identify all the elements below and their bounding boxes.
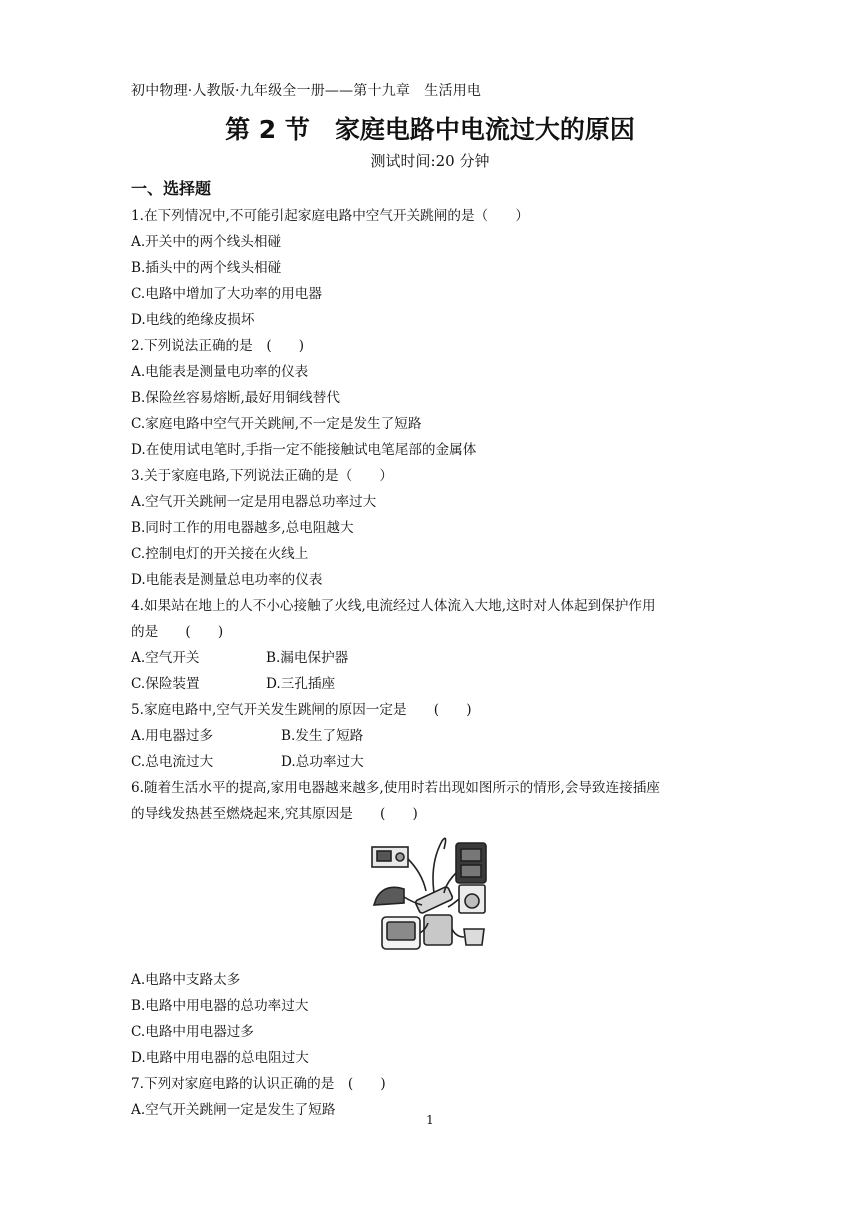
question-5-option-c: C.总电流过大 <box>131 754 214 770</box>
question-6-option-a: A.电路中支路太多 <box>131 972 241 988</box>
question-5-options-row-2 <box>131 749 741 775</box>
question-4-option-a: A.空气开关 <box>131 650 200 666</box>
question-6-stem: 6.随着生活水平的提高,家用电器越来越多,使用时若出现如图所示的情形,会导致连接插座 <box>131 780 660 796</box>
question-3-option-d: D.电能表是测量总电功率的仪表 <box>131 572 323 588</box>
question-5-option-b: B.发生了短路 <box>281 728 364 744</box>
question-2-stem: 2.下列说法正确的是 ( ) <box>131 338 305 354</box>
question-2-option-c: C.家庭电路中空气开关跳闸,不一定是发生了短路 <box>131 416 422 432</box>
question-4-option-d: D.三孔插座 <box>266 676 336 692</box>
question-3-option-c: C.控制电灯的开关接在火线上 <box>131 546 309 562</box>
appliances-figure-icon <box>364 833 504 961</box>
question-5-option-a: A.用电器过多 <box>131 728 214 744</box>
question-5-option-d: D.总功率过大 <box>281 754 364 770</box>
question-2-option-b: B.保险丝容易熔断,最好用铜线替代 <box>131 390 340 406</box>
question-1-stem: 1.在下列情况中,不可能引起家庭电路中空气开关跳闸的是（ ） <box>131 208 529 224</box>
question-2-option-d: D.在使用试电笔时,手指一定不能接触试电笔尾部的金属体 <box>131 442 477 458</box>
question-7-stem: 7.下列对家庭电路的认识正确的是 ( ) <box>131 1076 386 1092</box>
question-4-stem: 4.如果站在地上的人不小心接触了火线,电流经过人体流入大地,这时对人体起到保护作用 <box>131 598 656 614</box>
section-heading: 一、选择题 <box>131 179 212 198</box>
question-list <box>131 203 741 1123</box>
question-3-option-b: B.同时工作的用电器越多,总电阻越大 <box>131 520 354 536</box>
question-5-stem: 5.家庭电路中,空气开关发生跳闸的原因一定是 ( ) <box>131 702 472 718</box>
test-time: 测试时间:20 分钟 <box>370 152 490 170</box>
question-6-option-b: B.电路中用电器的总功率过大 <box>131 998 309 1014</box>
question-6-option-d: D.电路中用电器的总电阻过大 <box>131 1050 309 1066</box>
question-1-option-d: D.电线的绝缘皮损坏 <box>131 312 255 328</box>
question-4-option-b: B.漏电保护器 <box>266 650 349 666</box>
page-title: 第 2 节 家庭电路中电流过大的原因 <box>225 115 635 144</box>
question-5-options-row-1 <box>131 723 741 749</box>
question-7-option-a: A.空气开关跳闸一定是发生了短路 <box>131 1102 336 1118</box>
overloaded-power-strip-illustration <box>364 833 504 961</box>
question-4-options-row-2 <box>131 671 741 697</box>
question-3-option-a: A.空气开关跳闸一定是用电器总功率过大 <box>131 494 377 510</box>
question-6-option-c: C.电路中用电器过多 <box>131 1024 254 1040</box>
question-2-option-a: A.电能表是测量电功率的仪表 <box>131 364 309 380</box>
question-4-options-row-1 <box>131 645 741 671</box>
question-4-option-c: C.保险装置 <box>131 676 200 692</box>
document-header: 初中物理·人教版·九年级全一册——第十九章 生活用电 <box>131 83 482 99</box>
question-4-stem-continued: 的是 ( ) <box>131 624 224 640</box>
question-1-option-b: B.插头中的两个线头相碰 <box>131 260 282 276</box>
page-number: 1 <box>426 1113 434 1127</box>
question-3-stem: 3.关于家庭电路,下列说法正确的是（ ） <box>131 468 393 484</box>
question-1-option-a: A.开关中的两个线头相碰 <box>131 234 282 250</box>
question-6-stem-continued: 的导线发热甚至燃烧起来,究其原因是 ( ) <box>131 806 418 822</box>
question-1-option-c: C.电路中增加了大功率的用电器 <box>131 286 322 302</box>
